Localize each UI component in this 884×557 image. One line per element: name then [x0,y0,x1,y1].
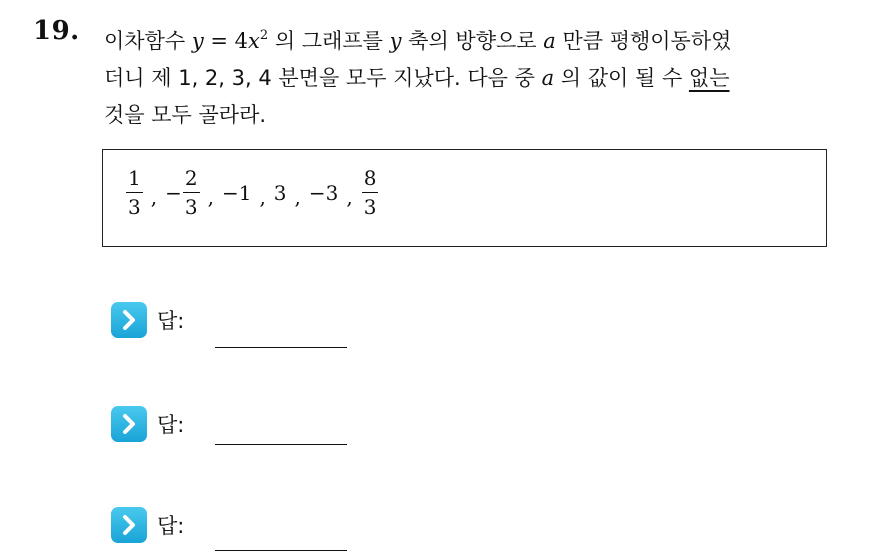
var-y: y [191,29,204,53]
option-item: −3 [308,180,339,205]
numerator: 8 [363,166,377,190]
equation [192,29,268,53]
fraction [183,168,200,217]
options-box [102,149,827,247]
question-line-1 [104,17,874,60]
var-a: a [543,29,556,53]
var-a: a [541,66,555,90]
answer-label: 답: [157,413,185,437]
option-sign: − [165,180,182,205]
answer-label: 답: [157,309,185,333]
answer-row [111,507,184,543]
answer-label: 답: [157,514,185,538]
chevron-right-icon [111,406,147,442]
question-line-3: 것을 모두 골라라. [104,103,267,127]
question-line-2 [104,60,874,97]
answer-blank[interactable] [215,550,347,551]
option-item: −1 [221,180,252,205]
option-item [125,168,143,217]
text-segment: 더니 제 1, 2, 3, 4 분면을 모두 지났다. 다음 중 [104,66,542,90]
option-item [361,168,379,217]
fraction [362,168,379,217]
answer-blank[interactable] [215,444,347,445]
fraction [126,168,143,217]
var-y: y [389,29,402,53]
chevron-right-icon [111,302,147,338]
separator: , [150,184,158,209]
separator: , [207,184,214,209]
question-text [104,17,874,134]
answer-row [111,302,184,338]
denominator: 3 [183,192,200,217]
option-item: 3 [273,180,287,205]
text-segment: 이차함수 [104,29,192,53]
text-segment: 축의 방향으로 [401,29,544,53]
text-segment: 만큼 평행이동하였 [555,29,732,53]
options-list [125,168,378,217]
question-number: 19. [33,16,80,46]
text-segment: 의 값이 될 수 [554,66,689,90]
equation-middle: = 4 [203,29,249,53]
exponent: 2 [259,28,269,43]
var-x: x [248,29,260,53]
denominator: 3 [362,192,379,217]
chevron-right-icon [111,507,147,543]
text-segment: 의 그래프를 [268,29,390,53]
separator: , [294,184,301,209]
underlined-word: 없는 [688,66,730,90]
answer-blank[interactable] [215,347,347,348]
numerator: 1 [128,166,141,190]
denominator: 3 [126,192,143,217]
option-item [165,168,200,217]
separator: , [346,184,353,209]
answer-row [111,406,184,442]
numerator: 2 [184,166,198,190]
separator: , [259,184,266,209]
